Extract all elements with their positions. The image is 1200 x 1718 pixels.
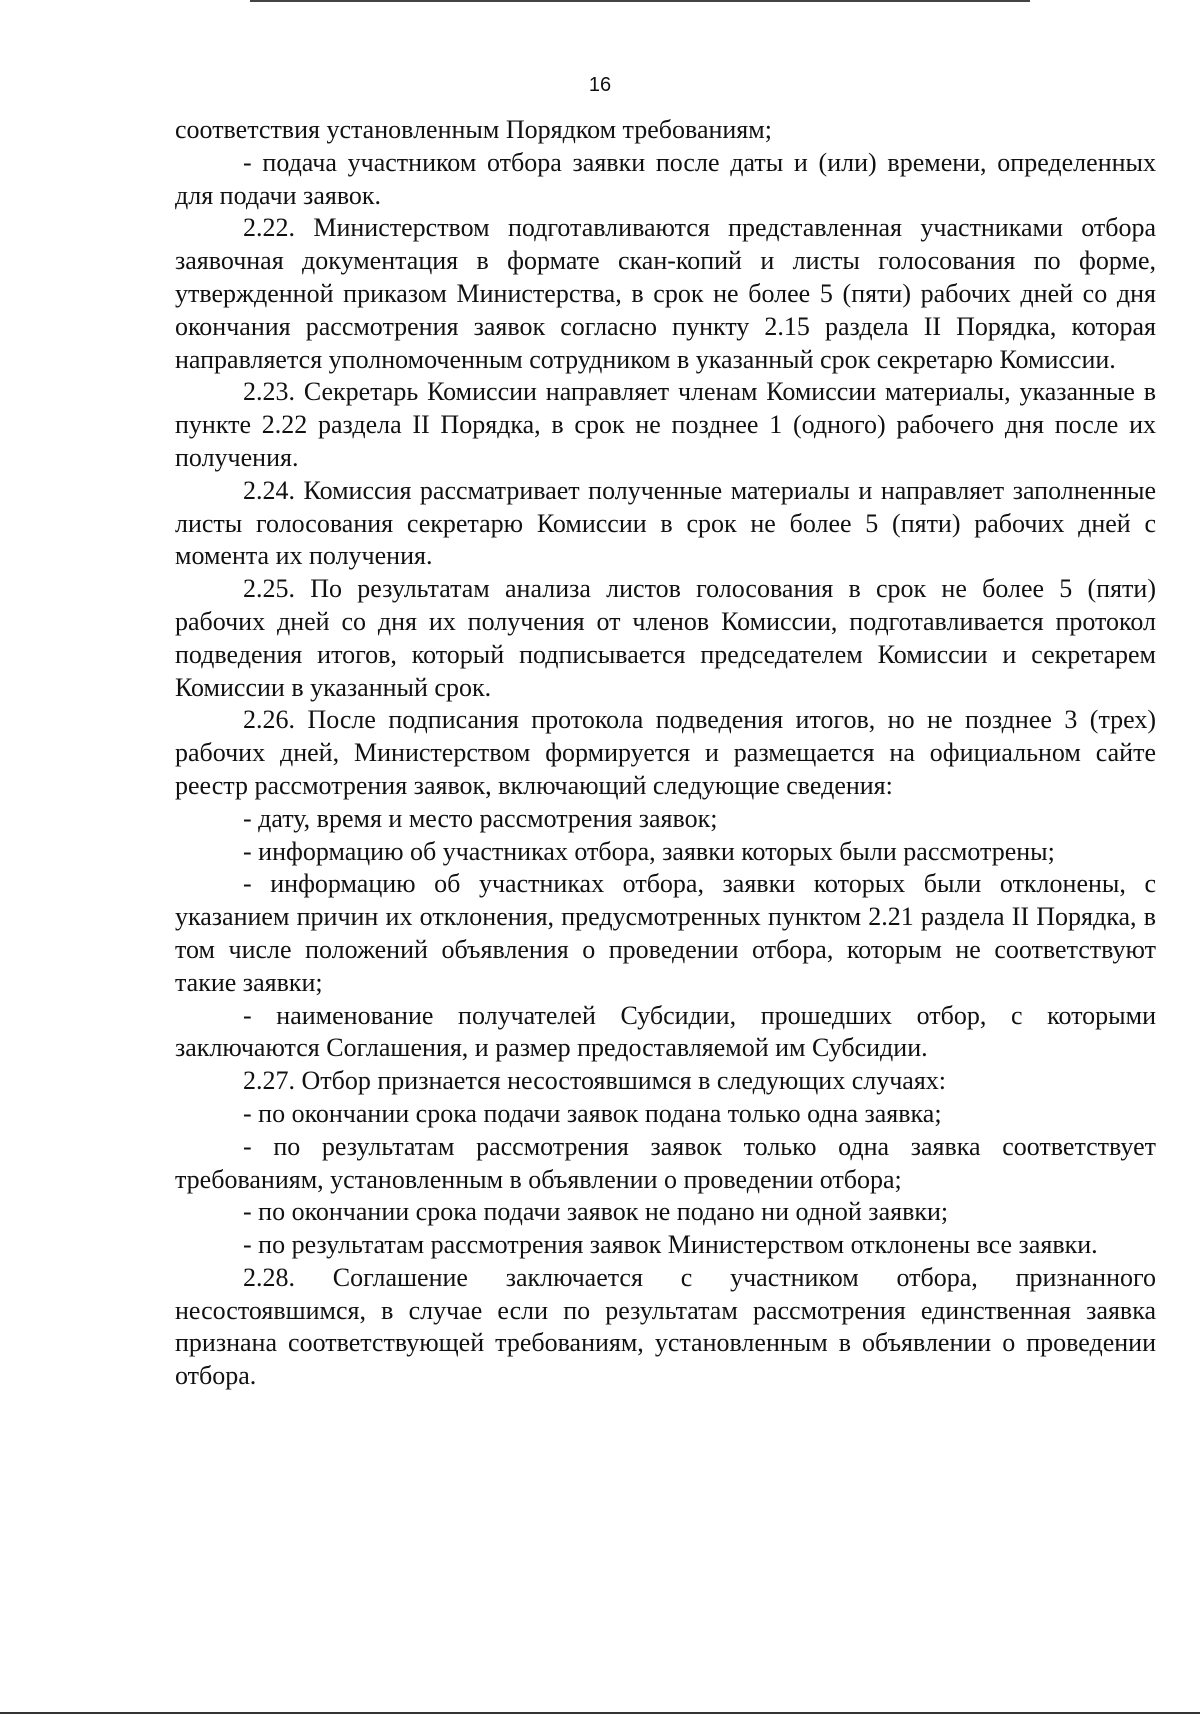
paragraph-2-26: 2.26. После подписания протокола подведения итогов, но не позднее 3 (трех) рабочих дней, Министерством формируется и размещается на официальном сайте реестр рассмотрения заявок, включающий следующие сведения: [175, 705, 1156, 800]
list-item: - по результатам рассмотрения заявок только одна заявка соответствует требованиям, установленным в объявлении о проведении отбора; [175, 1131, 1156, 1194]
paragraph-2-28: 2.28. Соглашение заключается с участником отбора, признанного несостоявшимся, в случае если по результатам рассмотрения единственная заявка признана соответствующей требованиям, установленным в объявлении о проведении отбора. [175, 1262, 1156, 1391]
list-item: - информацию об участниках отбора, заявки которых были отклонены, с указанием причин их отклонения, предусмотренных пунктом 2.21 раздела II Порядка, в том числе положений объявления о проведении отбора, которым не соответствуют такие заявки; [175, 869, 1156, 997]
list-item: - наименование получателей Субсидии, прошедших отбор, с которыми заключаются Соглашения, и размер предоставляемой им Субсидии. [175, 1000, 1156, 1063]
list-item: - по результатам рассмотрения заявок Министерством отклонены все заявки. [243, 1230, 1098, 1260]
scan-edge-bottom [0, 1712, 1200, 1714]
list-item: - дату, время и место рассмотрения заявок; [243, 803, 718, 833]
paragraph-2-24: 2.24. Комиссия рассматривает полученные материалы и направляет заполненные листы голосования секретарю Комиссии в срок не более 5 (пяти) рабочих дней с момента их получения. [175, 475, 1156, 571]
list-item: - по окончании срока подачи заявок подана только одна заявка; [243, 1098, 942, 1128]
page-number: 16 [588, 74, 612, 96]
list-item: - по окончании срока подачи заявок не подано ни одной заявки; [243, 1197, 949, 1227]
paragraph-2-27: 2.27. Отбор признается несостоявшимся в следующих случаях: [243, 1066, 947, 1096]
paragraph-2-25: 2.25. По результатам анализа листов голосования в срок не более 5 (пяти) рабочих дней со дня их получения от членов Комиссии, подготавливается протокол подведения итогов, который подписывается председателем Комиссии и секретарем Комиссии в указанный срок. [175, 574, 1156, 702]
paragraph: соответствия установленным Порядком требованиям; [175, 115, 772, 144]
paragraph-2-22: 2.22. Министерством подготавливаются представленная участниками отбора заявочная документация в формате скан-копий и листы голосования по форме, утвержденной приказом Министерства, в срок не более 5 (пяти) рабочих дней со дня окончания рассмотрения заявок согласно пункту 2.15 раздела II Порядка, которая направляется уполномоченным сотрудником в указанный срок секретарю Комиссии. [175, 213, 1156, 374]
paragraph-2-23: 2.23. Секретарь Комиссии направляет членам Комиссии материалы, указанные в пункте 2.22 раздела II Порядка, в срок не позднее 1 (одного) рабочего дня после их получения. [175, 377, 1156, 472]
list-item: - информацию об участниках отбора, заявки которых были рассмотрены; [243, 836, 1055, 866]
paragraph: - подача участником отбора заявки после даты и (или) времени, определенных для подачи заявок. [175, 147, 1156, 210]
scan-edge-top [250, 0, 1030, 2]
document-body [175, 114, 1156, 1393]
